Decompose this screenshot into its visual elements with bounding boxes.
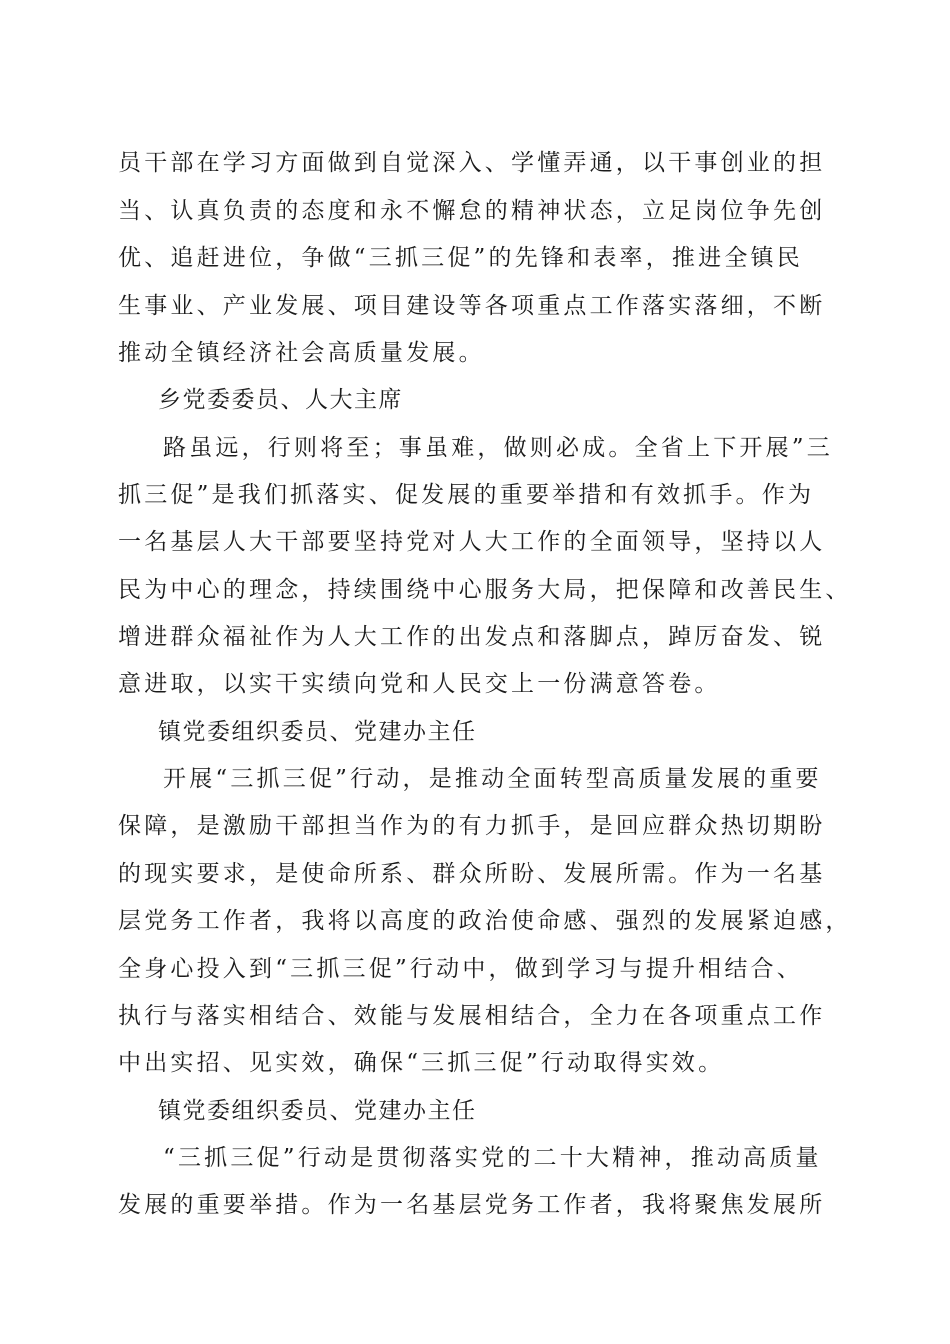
body-text-line: 一名基层人大干部要坚持党对人大工作的全面领导，坚持以人 [118, 529, 826, 555]
body-text-line: 开展“三抓三促”行动，是推动全面转型高质量发展的重要 [163, 766, 822, 792]
body-text-line: 民为中心的理念，持续围绕中心服务大局，把保障和改善民生、 [118, 577, 852, 603]
speaker-title: 乡党委委员、人大主席 [158, 387, 403, 413]
body-text-line: 发展的重要举措。作为一名基层党务工作者，我将聚焦发展所 [118, 1192, 826, 1218]
body-text-line: 抓三促”是我们抓落实、促发展的重要举措和有效抓手。作为 [118, 482, 815, 508]
body-text-line: 生事业、产业发展、项目建设等各项重点工作落实落细，不断 [118, 293, 826, 319]
body-text-line: 中出实招、见实效，确保“三抓三促”行动取得实效。 [118, 1050, 725, 1076]
speaker-title: 镇党委组织委员、党建办主任 [158, 719, 477, 745]
body-text-line: 层党务工作者，我将以高度的政治使命感、强烈的发展紧迫感， [118, 908, 852, 934]
body-text-line: 当、认真负责的态度和永不懈怠的精神状态，立足岗位争先创 [118, 198, 826, 224]
body-text-line: 全身心投入到“三抓三促”行动中，做到学习与提升相结合、 [118, 956, 803, 982]
body-text-line: 推动全镇经济社会高质量发展。 [118, 340, 485, 366]
body-text-line: 增进群众福祉作为人大工作的出发点和落脚点，踔厉奋发、锐 [118, 624, 826, 650]
body-text-line: 优、追赶进位，争做“三抓三促”的先锋和表率，推进全镇民 [118, 245, 803, 271]
body-text-line: 的现实要求，是使命所系、群众所盼、发展所需。作为一名基 [118, 861, 826, 887]
body-text-line: “三抓三促”行动是贯彻落实党的二十大精神，推动高质量 [163, 1145, 822, 1171]
speaker-title: 镇党委组织委员、党建办主任 [158, 1098, 477, 1124]
body-text-line: 路虽远，行则将至；事虽难，做则必成。全省上下开展”三 [163, 435, 833, 461]
body-text-line: 执行与落实相结合、效能与发展相结合，全力在各项重点工作 [118, 1003, 826, 1029]
body-text-line: 意进取，以实干实绩向党和人民交上一份满意答卷。 [118, 671, 721, 697]
body-text-line: 保障，是激励干部担当作为的有力抓手，是回应群众热切期盼 [118, 813, 826, 839]
body-text-line: 员干部在学习方面做到自觉深入、学懂弄通，以干事创业的担 [118, 150, 826, 176]
